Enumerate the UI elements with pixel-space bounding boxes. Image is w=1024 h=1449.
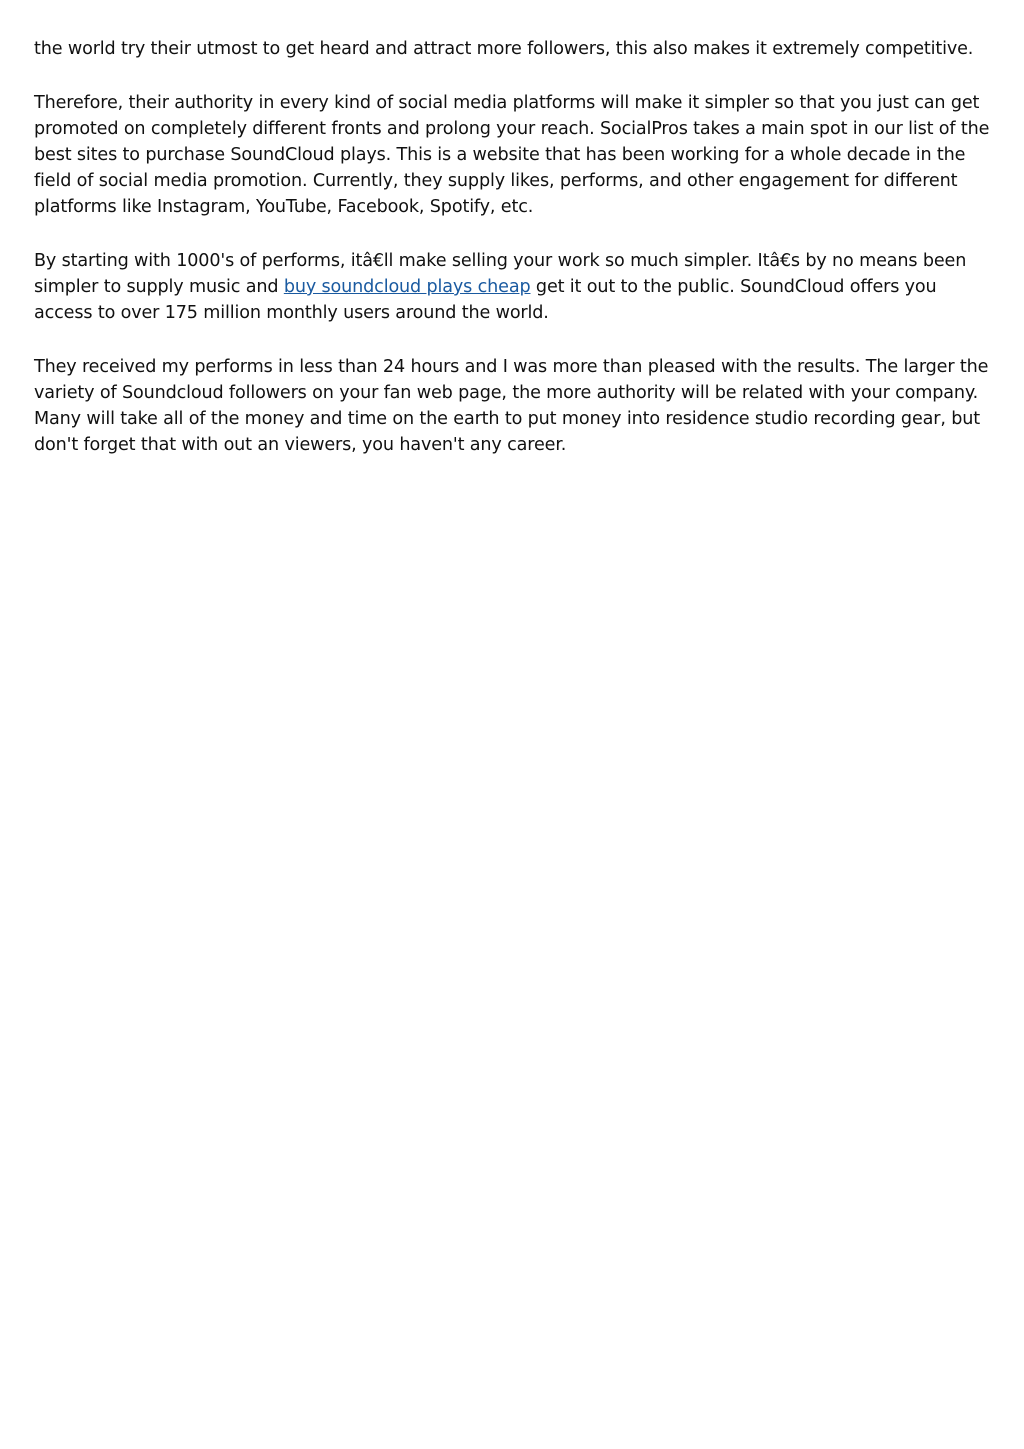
paragraph-text-before-link: By starting with 1000's of performs, itâ€ll make selling your work so much simpler. Itâ€s by no means been simpler to supply music and <box>34 251 967 297</box>
paragraph-soundcloud-access <box>34 248 994 326</box>
paragraph-socialpros: Therefore, their authority in every kind of social media platforms will make it simpler so that you just can get promoted on completely different fronts and prolong your reach. SocialPros takes a main spot in our list of the best sites to purchase SoundCloud plays. This is a website that has been working for a whole decade in the field of social media promotion. Currently, they supply likes, performs, and other engagement for different platforms like Instagram, YouTube, Facebook, Spotify, etc. <box>34 93 990 217</box>
paragraph-competition: the world try their utmost to get heard and attract more followers, this also makes it extremely competitive. <box>34 39 974 59</box>
paragraph-results: They received my performs in less than 24 hours and I was more than pleased with the results. The larger the variety of Soundcloud followers on your fan web page, the more authority will be related with your company. Many will take all of the money and time on the earth to put money into residence studio recording gear, but don't forget that with out an viewers, you haven't any career. <box>34 357 989 455</box>
buy-soundcloud-plays-link[interactable]: buy soundcloud plays cheap <box>283 277 531 297</box>
paragraph-text-after-link: get it out to the public. SoundCloud offers you access to over 175 million monthly users around the world. <box>34 277 937 323</box>
document-body <box>34 36 994 486</box>
